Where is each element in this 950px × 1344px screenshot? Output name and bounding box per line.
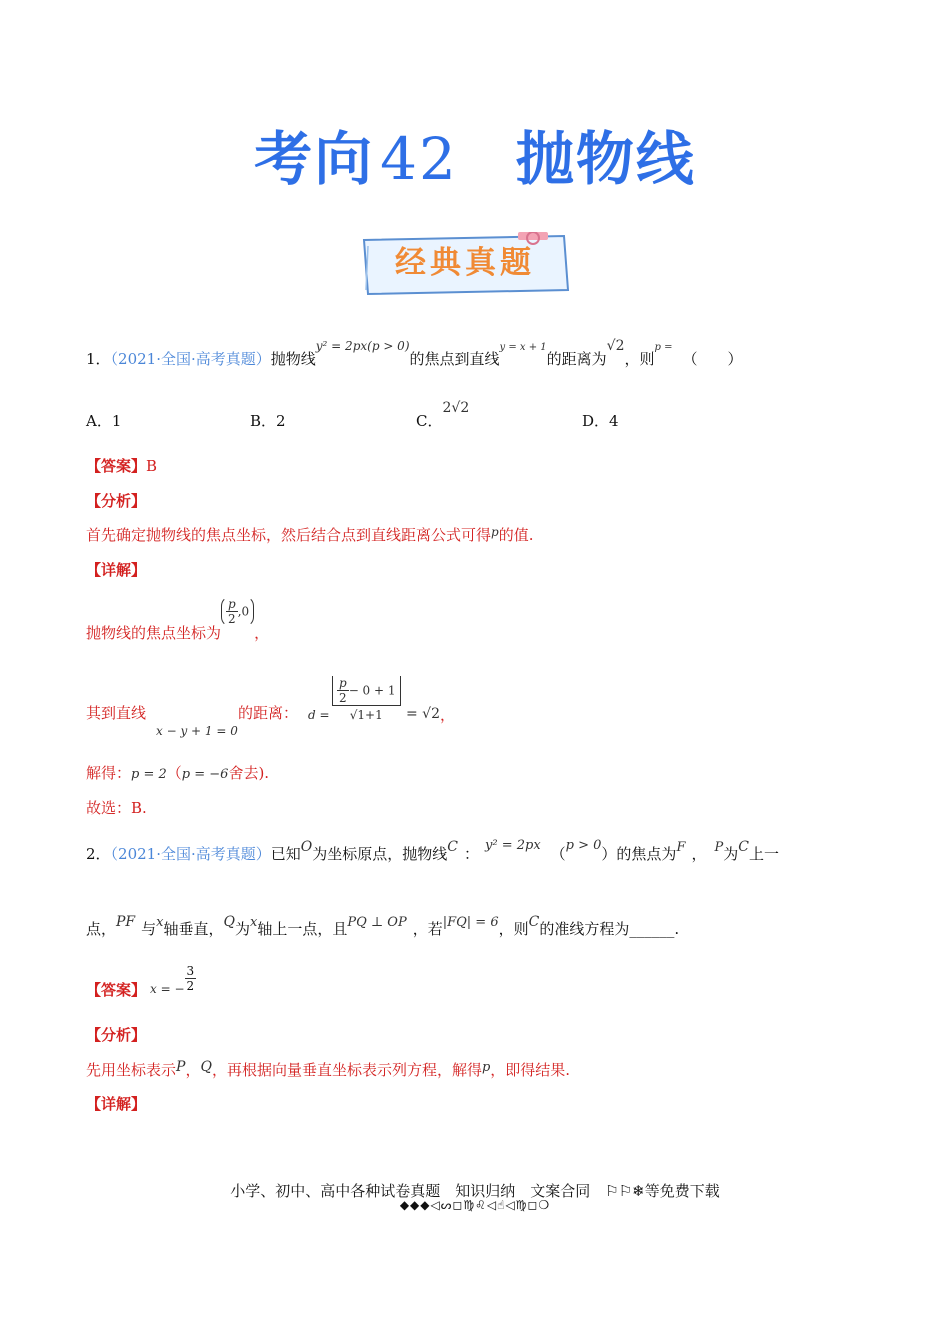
footer-line2: ◆◆◆◁ᔕ◻♍♌◁☝◁♍◻❍ bbox=[399, 1198, 551, 1212]
q2-analysis-math-Q: Q bbox=[200, 1059, 212, 1075]
q2-stem-line2 bbox=[86, 914, 680, 939]
q2-text-4: （ bbox=[550, 845, 566, 863]
q1-detail-choice: 故选：B. bbox=[86, 799, 147, 817]
q2-math-fq: |FQ| = 6 bbox=[442, 915, 499, 930]
q2-text-8: 上一 bbox=[748, 845, 779, 863]
title-part1: 考向 bbox=[254, 125, 375, 193]
q1-dist-num-rest: − 0 + 1 bbox=[348, 683, 396, 698]
q1-analysis-math: p bbox=[491, 525, 499, 539]
q1-math-p: p = bbox=[654, 342, 673, 353]
q1-option-a: A．1 bbox=[86, 412, 122, 430]
q2-l2-text-8: 的准线方程为______. bbox=[539, 920, 680, 938]
q1-detail-focus bbox=[86, 596, 270, 642]
q1-math-dist: √2 bbox=[606, 338, 625, 354]
q2-text-1: 已知 bbox=[270, 845, 301, 863]
q1-solve-text-b: （ bbox=[166, 764, 182, 782]
q1-solve-text-c: 舍去). bbox=[228, 764, 270, 782]
q2-answer-lhs: x = − bbox=[150, 981, 185, 996]
q1-dist-inner-num: p bbox=[339, 676, 347, 690]
title-number: 42 bbox=[380, 125, 458, 193]
q1-focus-frac-den: 2 bbox=[228, 612, 236, 626]
q1-answer-tag: 【答案】 bbox=[86, 457, 147, 475]
q2-text-5: ）的焦点为 bbox=[601, 845, 677, 863]
q2-analysis bbox=[86, 1059, 570, 1080]
q1-stem bbox=[86, 338, 743, 369]
q1-dist-text-a: 其到直线 bbox=[86, 704, 147, 722]
q1-option-d: D．4 bbox=[582, 412, 619, 430]
q1-dist-text-b: 的距离： bbox=[238, 704, 299, 722]
footer-text-end: 等免费下载 bbox=[644, 1182, 720, 1200]
q1-detail-solve bbox=[86, 762, 269, 783]
q2-analysis-text-a: 先用坐标表示 bbox=[86, 1061, 177, 1079]
q2-answer-den: 2 bbox=[186, 979, 195, 993]
page-title bbox=[0, 112, 950, 196]
q2-answer-frac bbox=[185, 964, 197, 993]
q1-dist-inner-den: 2 bbox=[339, 691, 347, 705]
q1-focus-frac-num: p bbox=[228, 597, 236, 611]
q2-detail-tag: 【详解】 bbox=[86, 1095, 147, 1113]
q2-text-6: ， bbox=[691, 845, 707, 863]
q1-text-3: 的距离为 bbox=[546, 350, 607, 368]
q2-analysis-math-p: p bbox=[481, 1060, 491, 1075]
q1-dist-numerator bbox=[332, 676, 401, 705]
q2-l2-text-3: 轴垂直， bbox=[163, 920, 224, 938]
q1-dist-lhs: d = bbox=[308, 708, 330, 722]
title-part2: 抛物线 bbox=[515, 125, 696, 193]
q2-text-7: 为 bbox=[723, 845, 739, 863]
q2-math-C2: C bbox=[738, 839, 749, 855]
q1-focus-frac bbox=[226, 597, 238, 626]
q1-focus-coord bbox=[221, 596, 254, 627]
q1-analysis-text-b: 的值. bbox=[498, 526, 534, 544]
q2-l2-text-5: 轴上一点，且 bbox=[257, 920, 348, 938]
q2-analysis-text-c: ，即得结果. bbox=[490, 1061, 571, 1079]
q1-detail-focus-text: 抛物线的焦点坐标为 bbox=[86, 623, 222, 642]
q2-math-perp: PQ ⊥ OP bbox=[347, 915, 407, 930]
q2-math-C3: C bbox=[528, 914, 540, 930]
q1-blank: （ ） bbox=[682, 350, 743, 368]
q2-math-eq: y² = 2px bbox=[485, 838, 541, 853]
q1-option-c bbox=[416, 400, 470, 431]
q2-number: 2． bbox=[86, 845, 111, 863]
q1-analysis bbox=[86, 524, 533, 545]
q1-analysis-tag: 【分析】 bbox=[86, 492, 147, 510]
q1-option-c-label: C． bbox=[416, 412, 443, 430]
q1-dist-rhs: = √2 bbox=[406, 706, 441, 722]
q1-source: （2021·全国·高考真题） bbox=[110, 350, 271, 368]
q1-solve-math-2: p = −6 bbox=[181, 767, 229, 782]
q2-math-cond: p > 0 bbox=[565, 838, 602, 853]
q2-l2-text-4: 为 bbox=[235, 920, 251, 938]
q2-answer bbox=[86, 964, 196, 999]
banner-label: 经典真题 bbox=[395, 245, 535, 281]
q2-l2-text-1: 点， bbox=[86, 920, 117, 938]
q1-text-2: 的焦点到直线 bbox=[409, 350, 500, 368]
q2-analysis-math-P: P bbox=[176, 1059, 186, 1075]
q2-text-3: ： bbox=[464, 845, 480, 863]
q2-stem-line1 bbox=[86, 838, 779, 864]
q2-math-C: C bbox=[447, 839, 458, 855]
q1-detail-focus-end: ， bbox=[254, 623, 270, 642]
q2-analysis-sep: ， bbox=[185, 1061, 201, 1079]
q1-math-parabola: y² = 2px(p > 0) bbox=[315, 339, 410, 353]
q1-option-b: B．2 bbox=[250, 412, 286, 430]
q2-source: （2021·全国·高考真题） bbox=[110, 845, 271, 863]
q1-text-4: ，则 bbox=[624, 350, 655, 368]
q2-math-x2: x bbox=[250, 915, 258, 930]
q2-answer-tag: 【答案】 bbox=[86, 980, 147, 999]
q1-detail-tag: 【详解】 bbox=[86, 561, 147, 579]
q2-math-P: P bbox=[714, 840, 724, 855]
q1-solve-math-1: p = 2 bbox=[131, 767, 167, 782]
q2-math-PF: PF bbox=[116, 914, 136, 930]
q1-dist-inner-frac bbox=[337, 676, 349, 705]
q1-focus-rest: ,0 bbox=[237, 604, 250, 619]
q2-math-Q: Q bbox=[223, 914, 236, 930]
q2-l2-text-7: ，则 bbox=[498, 920, 529, 938]
q1-analysis-text-a: 首先确定抛物线的焦点坐标，然后结合点到直线距离公式可得 bbox=[86, 526, 492, 544]
q2-l2-text-6: ，若 bbox=[412, 920, 443, 938]
q1-math-line: y = x + 1 bbox=[499, 342, 547, 353]
footer-symbols: ⚐⚐❄ bbox=[605, 1182, 645, 1200]
q1-solve-text-a: 解得： bbox=[86, 764, 132, 782]
q1-answer-value: B bbox=[146, 457, 158, 475]
q2-math-O: O bbox=[300, 839, 313, 855]
q2-analysis-text-b: ，再根据向量垂直坐标表示列方程，解得 bbox=[211, 1061, 482, 1079]
q1-dist-line-eq: x − y + 1 = 0 bbox=[156, 724, 238, 738]
q1-dist-end: ， bbox=[440, 706, 456, 724]
q2-text-2: 为坐标原点，抛物线 bbox=[312, 845, 448, 863]
footer-text: 小学、初中、高中各种试卷真题 知识归纳 文案合同 bbox=[230, 1182, 606, 1200]
q2-analysis-tag: 【分析】 bbox=[86, 1026, 147, 1044]
q1-answer bbox=[86, 455, 157, 476]
q1-dist-fraction bbox=[332, 676, 401, 722]
q2-answer-num: 3 bbox=[186, 964, 195, 978]
q1-option-c-math: 2√2 bbox=[442, 400, 470, 416]
q2-l2-text-2: 与 bbox=[141, 920, 157, 938]
q2-math-x1: x bbox=[156, 915, 164, 930]
q2-math-F: F bbox=[676, 840, 686, 855]
q1-dist-denominator: √1+1 bbox=[332, 705, 401, 722]
q1-text-1: 抛物线 bbox=[270, 350, 316, 368]
section-banner bbox=[358, 232, 572, 298]
q1-number: 1． bbox=[86, 350, 111, 368]
